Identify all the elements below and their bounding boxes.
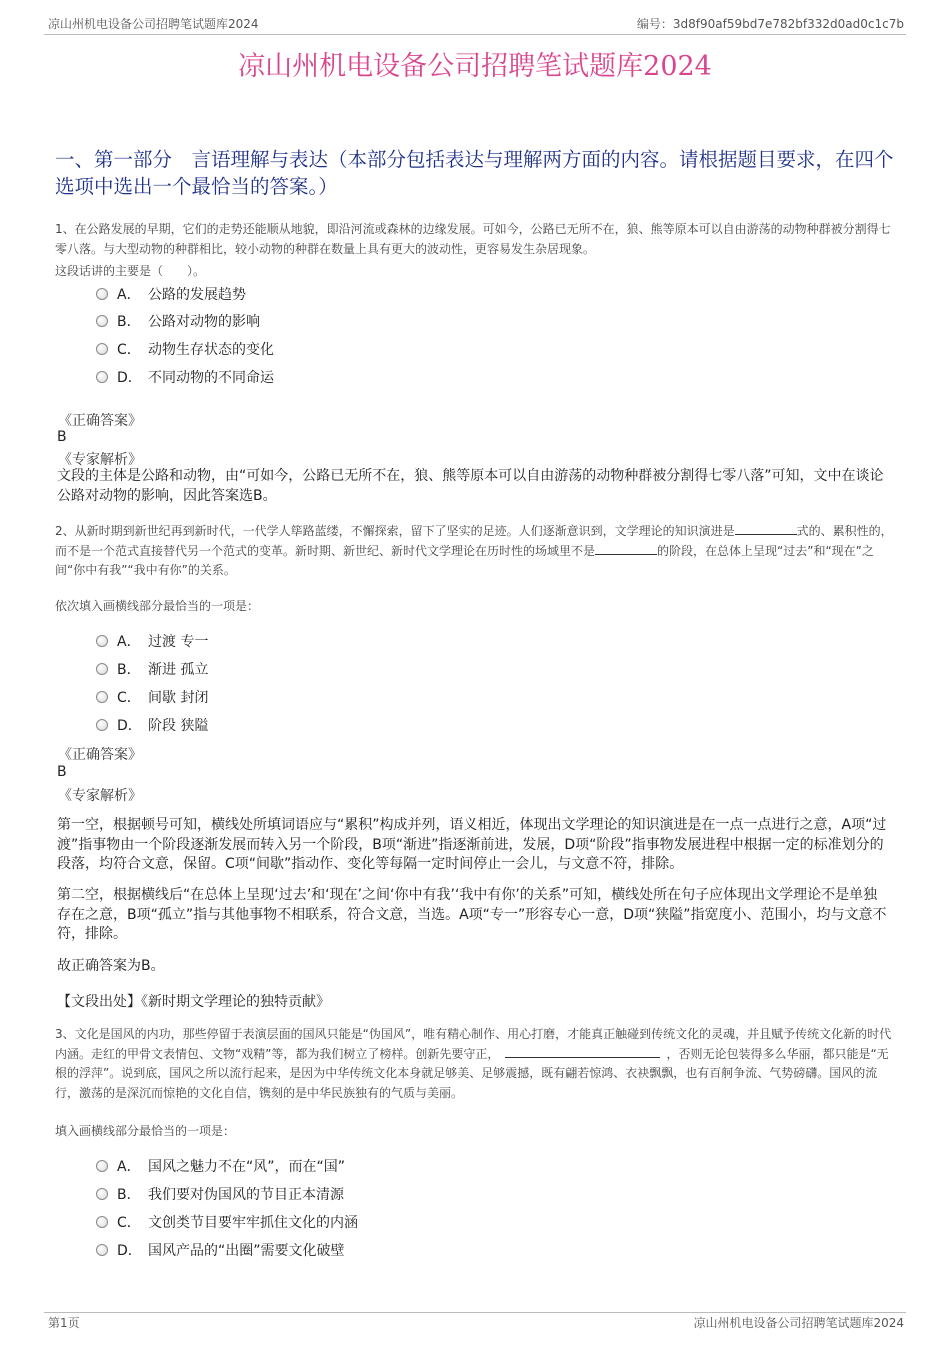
q3-option-b[interactable] [96, 1184, 344, 1204]
page-title: 凉山州机电设备公司招聘笔试题库2024 [238, 51, 712, 82]
q2-source: 【文段出处】《新时期文学理论的独特贡献》 [57, 994, 330, 1010]
q3-option-a[interactable] [96, 1156, 345, 1176]
q1-analysis-label: 《专家解析》 [58, 452, 142, 468]
radio-button[interactable] [96, 343, 108, 355]
q1-answer: B [57, 429, 67, 445]
option-letter: C． [117, 1215, 141, 1231]
radio-button[interactable] [96, 1216, 108, 1228]
footer-doc-title: 凉山州机电设备公司招聘笔试题库2024 [693, 1316, 904, 1330]
option-letter: D． [117, 370, 142, 386]
q2-analysis-para-3: 故正确答案为B。 [57, 958, 165, 974]
radio-button[interactable] [96, 719, 108, 731]
q1-option-d[interactable] [96, 367, 274, 387]
header-doc-id: 编号：3d8f90af59bd7e782bf332d0ad0c1c7b [636, 17, 904, 31]
radio-button[interactable] [96, 1244, 108, 1256]
q3-text-part-a: 3、文化是国风的内功，那些停留于表演层面的国风只能是“伪国风”，唯有精心制作、用心打磨，才能真正触碰到传统文化的灵魂，并且赋予传统文化新的时代内涵。走红的甲骨文表情包、文物“戏精”等，都为我们树立了榜样。创新先要守正， [55, 1027, 892, 1061]
radio-button[interactable] [96, 1160, 108, 1172]
q3-text-part-b: ，否则无论包装得多么华丽，都只能是“无根的浮萍”。说到底，国风之所以流行起来，是因为中华传统文化本身就足够美、足够震撼，既有翩若惊鸿、衣袂飘飘，也有百舸争流、气势磅礴。国风的流行，激荡的是深沉而惊艳的文化自信，镌刻的是中华民族独有的气质与美丽。 [55, 1046, 889, 1100]
fill-blank-2 [595, 542, 657, 555]
section-heading: 一、第一部分 言语理解与表达（本部分包括表达与理解两方面的内容。请根据题目要求，在四个选项中选出一个最恰当的答案。） [55, 148, 894, 198]
radio-button[interactable] [96, 635, 108, 647]
option-text: 国风产品的“出圈”需要文化破壁 [148, 1243, 345, 1259]
option-letter: C． [117, 342, 141, 358]
option-text: 渐进 孤立 [148, 662, 209, 678]
header-doc-title: 凉山州机电设备公司招聘笔试题库2024 [48, 17, 259, 31]
q2-answer-label: 《正确答案》 [58, 747, 142, 763]
radio-button[interactable] [96, 315, 108, 327]
q2-option-c[interactable] [96, 687, 208, 707]
q2-analysis-para-2: 第二空，根据横线后“在总体上呈现‘过去’和‘现在’之间‘你中有我’‘我中有你’的关系”可知，横线处所在句子应体现出文学理论不是单独存在之意，B项“孤立”指与其他事物不相联系，符合文意，当选。A项“专一”形容专心一意，D项“狭隘”指宽度小、范围小，均与文意不符，排除。 [57, 887, 887, 942]
q2-option-a[interactable] [96, 631, 208, 651]
q2-text-part-b: 式的、累积性的，而不是一个范式直接替代另一个范式的变革。新时期、新世纪、新时代文学理论在历时性的场域里不是 [55, 524, 893, 558]
question-1-prompt: 这段话讲的主要是（ ）。 [55, 264, 206, 278]
q1-analysis: 文段的主体是公路和动物，由“可如今，公路已无所不在，狼、熊等原本可以自由游荡的动物种群被分割得七零八落”可知，文中在谈论公路对动物的影响，因此答案选B。 [57, 468, 884, 504]
q1-option-b[interactable] [96, 311, 260, 331]
q2-answer: B [57, 764, 67, 780]
q2-text-part-a: 2、从新时期到新世纪再到新时代，一代学人筚路蓝缕，不懈探索，留下了坚实的足迹。人们逐渐意识到，文学理论的知识演进是 [55, 524, 735, 538]
option-text: 公路的发展趋势 [148, 287, 246, 303]
option-text: 国风之魅力不在“风”，而在“国” [148, 1159, 346, 1175]
option-text: 我们要对伪国风的节目正本清源 [148, 1187, 344, 1203]
radio-button[interactable] [96, 1188, 108, 1200]
page-number: 第1页 [48, 1316, 80, 1330]
option-text: 阶段 狭隘 [148, 718, 209, 734]
q1-answer-label: 《正确答案》 [58, 413, 142, 429]
q2-analysis-label: 《专家解析》 [58, 788, 142, 804]
footer-divider [44, 1312, 906, 1313]
question-3-text [55, 1025, 897, 1103]
option-text: 动物生存状态的变化 [148, 342, 274, 358]
option-letter: B． [117, 314, 141, 330]
option-letter: B． [117, 1187, 141, 1203]
option-letter: C． [117, 690, 141, 706]
q2-option-d[interactable] [96, 715, 208, 735]
q3-option-c[interactable] [96, 1212, 358, 1232]
option-text: 不同动物的不同命运 [148, 370, 274, 386]
question-1-text: 1、在公路发展的早期，它们的走势还能顺从地貌，即沿河流或森林的边缘发展。可如今，公路已无所不在，狼、熊等原本可以自由游荡的动物种群被分割得七零八落。与大型动物的种群相比，较小动物的种群在数量上具有更大的波动性，更容易发生杂居现象。 [55, 222, 891, 256]
option-letter: A． [117, 1159, 141, 1175]
option-text: 过渡 专一 [148, 634, 209, 650]
option-letter: D． [117, 718, 142, 734]
radio-button[interactable] [96, 288, 108, 300]
q2-analysis-para-1: 第一空，根据顿号可知，横线处所填词语应与“累积”构成并列，语义相近，体现出文学理论的知识演进是在一点一点进行之意，A项“过渡”指事物由一个阶段逐渐发展而转入另一个阶段，B项“渐进”指逐渐前进，发展，D项“阶段”指事物发展进程中根据一定的标准划分的段落，均符合文意，保留。C项“间歇”指动作、变化等每隔一定时间停止一会儿，与文意不符，排除。 [57, 817, 887, 872]
option-letter: A． [117, 287, 141, 303]
question-2-prompt: 依次填入画横线部分最恰当的一项是： [55, 599, 260, 613]
q1-option-c[interactable] [96, 339, 274, 359]
radio-button[interactable] [96, 691, 108, 703]
option-text: 公路对动物的影响 [148, 314, 260, 330]
q3-option-d[interactable] [96, 1240, 345, 1260]
header-divider [44, 34, 906, 35]
radio-button[interactable] [96, 371, 108, 383]
q2-text-part-c: 的阶段，在总体上呈现“过去”和“现在”之间“你中有我”“我中有你”的关系。 [55, 543, 874, 577]
fill-blank [505, 1045, 660, 1058]
question-3-prompt: 填入画横线部分最恰当的一项是： [55, 1124, 236, 1138]
option-text: 间歇 封闭 [148, 690, 209, 706]
q2-option-b[interactable] [96, 659, 208, 679]
option-letter: D． [117, 1243, 142, 1259]
radio-button[interactable] [96, 663, 108, 675]
option-letter: A． [117, 634, 141, 650]
option-letter: B． [117, 662, 141, 678]
q1-option-a[interactable] [96, 284, 246, 304]
question-2-text [55, 522, 897, 581]
fill-blank-1 [735, 522, 797, 535]
option-text: 文创类节目要牢牢抓住文化的内涵 [148, 1215, 358, 1231]
